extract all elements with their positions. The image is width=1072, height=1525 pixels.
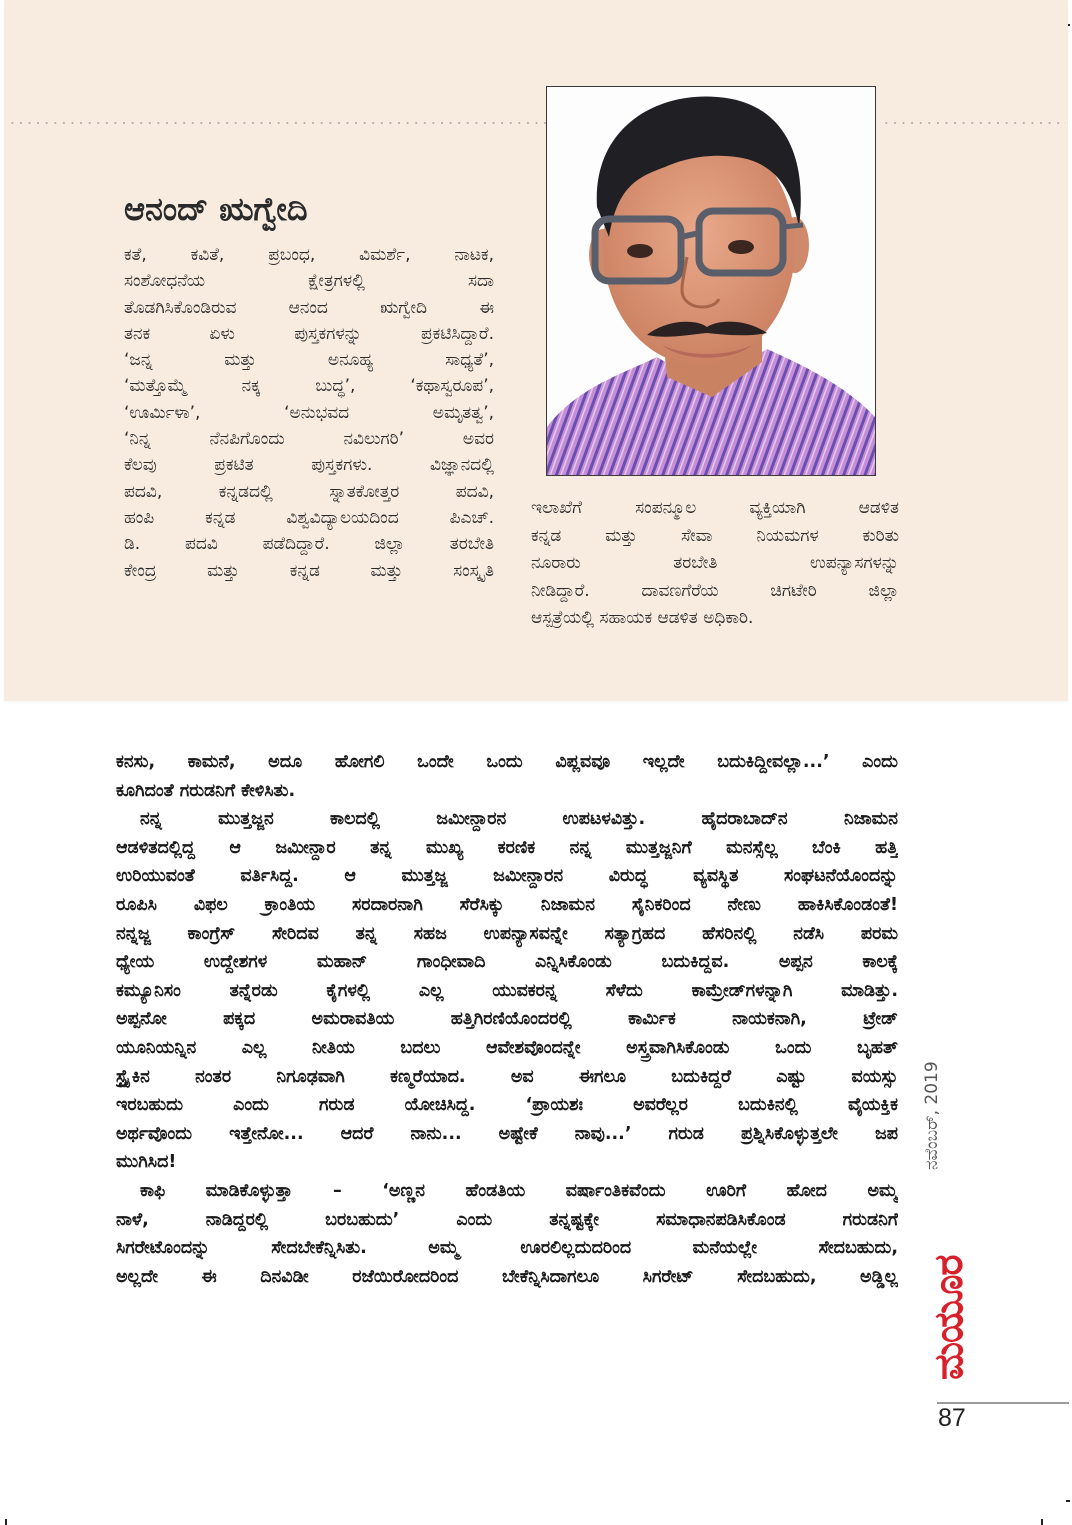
bio-line: ‘ನಿನ್ನ ನೆನಪಿಗೊಂದು ನವಿಲುಗರಿ’ ಅವರ bbox=[124, 429, 494, 450]
author-bio-continued bbox=[531, 495, 899, 633]
story-line: ಸಿಗರೇಟೊಂದನ್ನು ಸೇದಬೇಕೆನ್ನಿಸಿತು. ಅಮ್ಮ ಊರಲಿಲ್ಲದುದರಿಂದ ಮನೆಯಲ್ಲೇ ಸೇದಬಹುದು, bbox=[116, 1238, 898, 1259]
story-line: ಅಪ್ಪನೋ ಪಕ್ಕದ ಅಮರಾವತಿಯ ಹತ್ತಿಗಿರಣಿಯೊಂದರಲ್ಲಿ ಕಾರ್ಮಿಕ ನಾಯಕನಾಗಿ, ಟ್ರೇಡ್ bbox=[116, 1009, 898, 1030]
author-photo bbox=[546, 86, 876, 476]
bio-line: ನೂರಾರು ತರಬೇತಿ ಉಪನ್ಯಾಸಗಳನ್ನು bbox=[531, 553, 899, 573]
issue-date: ನವೆಂಬರ್, 2019 bbox=[922, 1061, 942, 1170]
bio-line: ತೊಡಗಿಸಿಕೊಂಡಿರುವ ಆನಂದ ಋಗ್ವೇದಿ ಈ bbox=[124, 297, 494, 318]
bio-line: ಸಂಶೋಧನೆಯ ಕ್ಷೇತ್ರಗಳಲ್ಲಿ ಸದಾ bbox=[124, 271, 494, 292]
story-line: ನನ್ನ ಮುತ್ತಜ್ಜನ ಕಾಲದಲ್ಲಿ ಜಮೀನ್ದಾರನ ಉಪಟಳವಿತ್ತು. ಹೈದರಾಬಾದ್‌ನ ನಿಜಾಮನ bbox=[140, 809, 898, 830]
bio-line: ಕನ್ನಡ ಮತ್ತು ಸೇವಾ ನಿಯಮಗಳ ಕುರಿತು bbox=[531, 525, 899, 546]
story-line: ಮುಗಿಸಿದ! bbox=[116, 1152, 177, 1173]
story-line: ಅರ್ಥವೊಂದು ಇತ್ತೇನೋ... ಆದರೆ ನಾನು... ಅಷ್ಟೇಕೆ ನಾವು...’ ಗರುಡ ಪ್ರಶ್ನಿಸಿಕೊಳ್ಳುತ್ತಲೇ ಜಪ bbox=[116, 1123, 898, 1144]
story-line: ಅಲ್ಲದೇ ಈ ದಿನವಿಡೀ ರಜೆಯಿರೋದರಿಂದ ಬೇಕೆನ್ನಿಸಿದಾಗಲೂ ಸಿಗರೇಟ್ ಸೇದಬಹುದು, ಅಡ್ಡಿಲ್ಲ bbox=[116, 1266, 898, 1287]
story-line: ಧ್ಯೇಯ ಉದ್ದೇಶಗಳ ಮಹಾನ್ ಗಾಂಧೀವಾದಿ ಎನ್ನಿಸಿಕೊಂಡು ಬದುಕಿದ್ದವ. ಅಪ್ಪನ ಕಾಲಕ್ಕೆ bbox=[116, 952, 898, 973]
bio-line: ‘ಊರ್ಮಿಳಾ’, ‘ಅನುಭವದ ಅಮೃತತ್ವ’, bbox=[124, 402, 494, 423]
bio-line: ಕೇಂದ್ರ ಮತ್ತು ಕನ್ನಡ ಮತ್ತು ಸಂಸ್ಕೃತಿ bbox=[124, 560, 494, 581]
bio-line: ಡಿ. ಪದವಿ ಪಡೆದಿದ್ದಾರೆ. ಜಿಲ್ಲಾ ತರಬೇತಿ bbox=[124, 534, 494, 555]
bio-line: ಆಸ್ಪತ್ರೆಯಲ್ಲಿ ಸಹಾಯಕ ಆಡಳಿತ ಅಧಿಕಾರಿ. bbox=[531, 608, 754, 628]
story-line: ಆಡಳಿತದಲ್ಲಿದ್ದ ಆ ಜಮೀನ್ದಾರ ತನ್ನ ಮುಖ್ಯ ಕರಣಿಕ ನನ್ನ ಮುತ್ತಜ್ಜನಿಗೆ ಮನಸ್ಸೆಲ್ಲ ಬೆಂಕಿ ಹತ್ತಿ bbox=[116, 837, 898, 858]
crop-mark bbox=[1066, 1500, 1070, 1502]
story-line: ನನ್ನಜ್ಜ ಕಾಂಗ್ರೆಸ್ ಸೇರಿದವ ತನ್ನ ಸಹಜ ಉಪನ್ಯಾಸವನ್ನೇ ಸತ್ಯಾಗ್ರಹದ ಹೆಸರಿನಲ್ಲಿ ನಡೆಸಿ ಪರಮ bbox=[116, 923, 898, 944]
author-bio bbox=[124, 242, 494, 584]
bio-line: ಪದವಿ, ಕನ್ನಡದಲ್ಲಿ ಸ್ನಾತಕೋತ್ತರ ಪದವಿ, bbox=[124, 481, 494, 502]
story-line: ಉರಿಯುವಂತೆ ವರ್ತಿಸಿದ್ದ. ಆ ಮುತ್ತಜ್ಜ ಜಮೀನ್ದಾರನ ವಿರುದ್ಧ ವ್ಯವಸ್ಥಿತ ಸಂಘಟನೆಯೊಂದನ್ನು bbox=[116, 866, 898, 887]
crop-mark bbox=[1041, 1519, 1043, 1525]
story-body bbox=[116, 748, 898, 1291]
bio-line: ಹಂಪಿ ಕನ್ನಡ ವಿಶ್ವವಿದ್ಯಾಲಯದಿಂದ ಪಿಎಚ್. bbox=[124, 507, 494, 528]
dotted-divider bbox=[8, 122, 546, 124]
crop-mark bbox=[5, 1519, 7, 1525]
story-line: ಯೂನಿಯನ್ನಿನ ಎಲ್ಲ ನೀತಿಯ ಬದಲು ಆವೇಶವೊಂದನ್ನೇ ಅಸ್ತ್ರವಾಗಿಸಿಕೊಂಡು ಒಂದು ಬೃಹತ್ bbox=[116, 1037, 898, 1058]
author-portrait-photo-icon bbox=[547, 87, 875, 475]
story-line: ಇರಬಹುದು ಎಂದು ಗರುಡ ಯೋಚಿಸಿದ್ದ. ‘ಪ್ರಾಯಶಃ ಅವರೆಲ್ಲರ ಬದುಕಿನಲ್ಲಿ ವೈಯಕ್ತಿಕ bbox=[116, 1095, 898, 1116]
dotted-divider bbox=[882, 122, 1066, 124]
story-line: ಕೂಗಿದಂತೆ ಗರುಡನಿಗೆ ಕೇಳಿಸಿತು. bbox=[116, 780, 296, 801]
page-number: 87 bbox=[938, 1404, 966, 1432]
bio-line: ಕೆಲವು ಪ್ರಕಟಿತ ಪುಸ್ತಕಗಳು. ವಿಜ್ಞಾನದಲ್ಲಿ bbox=[124, 455, 494, 476]
story-line: ರೂಪಿಸಿ ವಿಫಲ ಕ್ರಾಂತಿಯ ಸರದಾರನಾಗಿ ಸೆರೆಸಿಕ್ಕು ನಿಜಾಮನ ಸೈನಿಕರಿಂದ ನೇಣು ಹಾಕಿಸಿಕೊಂಡಂತೆ! bbox=[116, 894, 898, 915]
story-line: ಕಾಫಿ ಮಾಡಿಕೊಳ್ಳುತ್ತಾ – ‘ಅಣ್ಣನ ಹೆಂಡತಿಯ ವರ್ಷಾಂತಿಕವೆಂದು ಊರಿಗೆ ಹೋದ ಅಮ್ಮ bbox=[140, 1180, 898, 1201]
bio-line: ನೀಡಿದ್ದಾರೆ. ದಾವಣಗೆರೆಯ ಚಿಗಟೇರಿ ಜಿಲ್ಲಾ bbox=[531, 580, 899, 601]
author-name: ಆನಂದ್ ಋಗ್ವೇದಿ bbox=[124, 190, 308, 228]
bio-line: ‘ಮತ್ತೊಮ್ಮೆ ನಕ್ಕ ಬುದ್ಧ’, ‘ಕಥಾಸ್ವರೂಪ’, bbox=[124, 376, 494, 397]
story-line: ಸ್ಟ್ರೈಕಿನ ನಂತರ ನಿಗೂಢವಾಗಿ ಕಣ್ಮರೆಯಾದ. ಅವ ಈಗಲೂ ಬದುಕಿದ್ದರೆ ಎಷ್ಟು ವಯಸ್ಸು bbox=[116, 1066, 898, 1087]
bio-line: ಇಲಾಖೆಗೆ ಸಂಪನ್ಮೂಲ ವ್ಯಕ್ತಿಯಾಗಿ ಆಡಳಿತ bbox=[531, 498, 899, 518]
magazine-logo: ಮಯೂರ bbox=[926, 1255, 972, 1380]
bio-line: ಕತೆ, ಕವಿತೆ, ಪ್ರಬಂಧ, ವಿಮರ್ಶೆ, ನಾಟಕ, bbox=[124, 245, 494, 265]
story-line: ಕಮ್ಯೂನಿಸಂ ತನ್ನೆರಡು ಕೈಗಳಲ್ಲಿ ಎಲ್ಲ ಯುವಕರನ್ನ ಸೆಳೆದು ಕಾಮ್ರೇಡ್‌ಗಳನ್ನಾಗಿ ಮಾಡಿತ್ತು. bbox=[116, 980, 898, 1001]
story-line: ಕನಸು, ಕಾಮನೆ, ಅದೂ ಹೋಗಲಿ ಒಂದೇ ಒಂದು ವಿಪ್ಲವವೂ ಇಲ್ಲದೇ ಬದುಕಿದ್ದೀವಲ್ಲಾ...’ ಎಂದು bbox=[116, 752, 898, 772]
story-line: ನಾಳೆ, ನಾಡಿದ್ದರಲ್ಲಿ ಬರಬಹುದು’ ಎಂದು ತನ್ನಷ್ಟಕ್ಕೇ ಸಮಾಧಾನಪಡಿಸಿಕೊಂಡ ಗರುಡನಿಗೆ bbox=[116, 1209, 898, 1230]
bio-line: ತನಕ ಏಳು ಪುಸ್ತಕಗಳನ್ನು ಪ್ರಕಟಿಸಿದ್ದಾರೆ. bbox=[124, 323, 494, 344]
bio-line: ‘ಜನ್ನ ಮತ್ತು ಅನೂಹ್ಯ ಸಾಧ್ಯತೆ’, bbox=[124, 350, 494, 371]
